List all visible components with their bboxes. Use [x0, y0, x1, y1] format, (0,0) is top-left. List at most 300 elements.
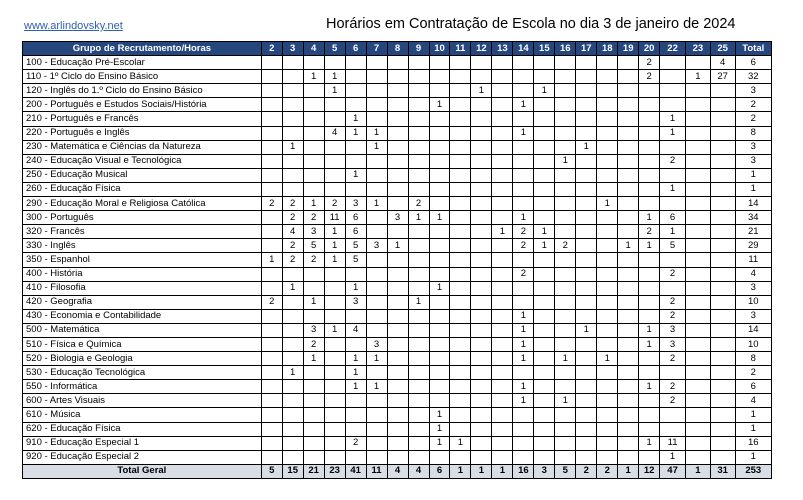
hours-count-cell — [639, 140, 660, 154]
hours-count-cell — [471, 182, 492, 196]
hours-count-cell — [710, 267, 735, 281]
hours-count-cell — [345, 422, 366, 436]
hours-count-cell — [387, 56, 408, 70]
hours-count-cell — [710, 436, 735, 450]
hours-count-cell — [345, 84, 366, 98]
hours-count-cell — [282, 182, 303, 196]
hours-count-cell — [303, 168, 324, 182]
hours-count-cell — [471, 309, 492, 323]
hours-count-cell — [534, 112, 555, 126]
column-total-cell: 16 — [513, 464, 534, 478]
hours-count-cell: 1 — [366, 197, 387, 211]
hours-count-cell — [492, 239, 513, 253]
row-total-cell: 3 — [735, 309, 771, 323]
hours-count-cell — [387, 253, 408, 267]
hours-count-cell — [618, 436, 639, 450]
hours-count-cell — [710, 168, 735, 182]
hours-count-cell — [576, 281, 597, 295]
total-column-header: Total — [735, 42, 771, 56]
hours-count-cell — [324, 112, 345, 126]
hours-column-header: 22 — [660, 42, 686, 56]
hours-count-cell — [408, 352, 429, 366]
hours-count-cell — [618, 281, 639, 295]
row-total-cell: 2 — [735, 112, 771, 126]
hours-column-header: 3 — [282, 42, 303, 56]
hours-count-cell — [261, 281, 282, 295]
hours-count-cell — [366, 70, 387, 84]
hours-count-cell — [492, 295, 513, 309]
hours-count-cell — [429, 225, 450, 239]
hours-count-cell — [492, 436, 513, 450]
hours-count-cell — [303, 154, 324, 168]
hours-count-cell — [534, 197, 555, 211]
group-name-cell: 120 - Inglês do 1.º Ciclo do Ensino Básico — [23, 84, 262, 98]
hours-column-header: 17 — [576, 42, 597, 56]
group-name-cell: 510 - Física e Química — [23, 337, 262, 351]
hours-count-cell: 1 — [660, 112, 686, 126]
hours-count-cell — [492, 366, 513, 380]
hours-count-cell — [261, 380, 282, 394]
hours-count-cell: 3 — [387, 211, 408, 225]
table-row — [23, 154, 772, 168]
hours-count-cell — [282, 380, 303, 394]
hours-count-cell — [555, 408, 576, 422]
hours-column-header: 25 — [710, 42, 735, 56]
hours-count-cell — [366, 56, 387, 70]
hours-count-cell — [513, 56, 534, 70]
hours-count-cell — [471, 253, 492, 267]
hours-column-header: 16 — [555, 42, 576, 56]
hours-count-cell — [710, 366, 735, 380]
hours-count-cell — [261, 309, 282, 323]
hours-count-cell: 2 — [282, 239, 303, 253]
hours-count-cell — [366, 98, 387, 112]
table-row — [23, 225, 772, 239]
hours-count-cell — [324, 422, 345, 436]
table-row — [23, 380, 772, 394]
hours-count-cell — [345, 182, 366, 196]
hours-count-cell: 1 — [345, 112, 366, 126]
hours-count-cell: 1 — [534, 84, 555, 98]
hours-count-cell — [710, 450, 735, 464]
hours-count-cell — [429, 394, 450, 408]
hours-count-cell — [450, 211, 471, 225]
hours-count-cell — [261, 154, 282, 168]
hours-count-cell — [710, 380, 735, 394]
hours-count-cell: 2 — [660, 295, 686, 309]
hours-count-cell — [685, 140, 710, 154]
hours-count-cell — [597, 337, 618, 351]
hours-count-cell: 3 — [660, 323, 686, 337]
hours-count-cell — [450, 126, 471, 140]
hours-count-cell — [597, 112, 618, 126]
row-total-cell: 3 — [735, 84, 771, 98]
hours-count-cell — [660, 197, 686, 211]
group-name-cell: 530 - Educação Tecnológica — [23, 366, 262, 380]
hours-count-cell — [660, 168, 686, 182]
hours-count-cell — [534, 168, 555, 182]
hours-column-header: 20 — [639, 42, 660, 56]
hours-count-cell — [387, 98, 408, 112]
row-total-cell: 4 — [735, 267, 771, 281]
group-name-cell: 110 - 1º Ciclo do Ensino Básico — [23, 70, 262, 84]
hours-count-cell: 2 — [408, 197, 429, 211]
group-name-cell: 200 - Português e Estudos Sociais/História — [23, 98, 262, 112]
page-title: Horários em Contratação de Escola no dia 3 de janeiro de 2024 — [326, 16, 736, 32]
hours-count-cell — [492, 352, 513, 366]
hours-count-cell — [576, 394, 597, 408]
row-total-cell: 11 — [735, 253, 771, 267]
hours-count-cell: 4 — [282, 225, 303, 239]
table-row — [23, 352, 772, 366]
hours-count-cell — [282, 112, 303, 126]
grand-total-cell: 253 — [735, 464, 771, 478]
hours-count-cell: 1 — [513, 394, 534, 408]
group-name-cell: 910 - Educação Especial 1 — [23, 436, 262, 450]
hours-count-cell — [408, 267, 429, 281]
hours-count-cell: 1 — [366, 352, 387, 366]
hours-count-cell: 1 — [303, 197, 324, 211]
hours-count-cell: 1 — [660, 450, 686, 464]
hours-count-cell — [471, 56, 492, 70]
hours-count-cell — [513, 422, 534, 436]
hours-count-cell — [261, 225, 282, 239]
hours-count-cell — [597, 182, 618, 196]
hours-count-cell — [450, 70, 471, 84]
hours-count-cell — [639, 84, 660, 98]
hours-count-cell — [618, 70, 639, 84]
hours-count-cell — [387, 154, 408, 168]
hours-count-cell — [261, 112, 282, 126]
group-name-cell: 250 - Educação Musical — [23, 168, 262, 182]
group-name-cell: 410 - Filosofia — [23, 281, 262, 295]
table-row — [23, 436, 772, 450]
hours-count-cell — [303, 84, 324, 98]
group-name-cell: 500 - Matemática — [23, 323, 262, 337]
hours-count-cell — [324, 56, 345, 70]
hours-count-cell — [387, 140, 408, 154]
hours-count-cell: 6 — [345, 211, 366, 225]
total-row-label: Total Geral — [23, 464, 262, 478]
hours-count-cell — [387, 436, 408, 450]
hours-count-cell — [408, 408, 429, 422]
hours-count-cell: 11 — [660, 436, 686, 450]
hours-count-cell — [303, 422, 324, 436]
hours-count-cell — [429, 450, 450, 464]
hours-count-cell — [471, 422, 492, 436]
hours-count-cell — [282, 422, 303, 436]
hours-count-cell — [324, 380, 345, 394]
column-total-cell: 12 — [639, 464, 660, 478]
hours-count-cell — [555, 56, 576, 70]
hours-count-cell: 1 — [324, 70, 345, 84]
hours-count-cell — [324, 140, 345, 154]
hours-count-cell: 1 — [345, 352, 366, 366]
hours-count-cell — [534, 56, 555, 70]
hours-count-cell: 1 — [639, 239, 660, 253]
group-name-cell: 290 - Educação Moral e Religiosa Católica — [23, 197, 262, 211]
hours-count-cell — [534, 98, 555, 112]
hours-count-cell — [618, 253, 639, 267]
hours-count-cell — [576, 337, 597, 351]
hours-count-cell — [555, 337, 576, 351]
hours-column-header: 15 — [534, 42, 555, 56]
table-row — [23, 112, 772, 126]
hours-count-cell — [408, 239, 429, 253]
hours-count-cell — [429, 239, 450, 253]
hours-count-cell — [324, 352, 345, 366]
hours-count-cell: 2 — [303, 337, 324, 351]
hours-count-cell — [429, 253, 450, 267]
hours-count-cell: 1 — [303, 295, 324, 309]
hours-count-cell: 1 — [534, 239, 555, 253]
hours-count-cell — [471, 140, 492, 154]
hours-count-cell — [597, 225, 618, 239]
hours-count-cell — [534, 154, 555, 168]
row-total-cell: 14 — [735, 197, 771, 211]
group-name-cell: 520 - Biologia e Geologia — [23, 352, 262, 366]
hours-count-cell — [450, 168, 471, 182]
hours-count-cell: 1 — [366, 126, 387, 140]
hours-count-cell: 1 — [555, 352, 576, 366]
hours-count-cell — [618, 309, 639, 323]
hours-count-cell — [555, 309, 576, 323]
hours-count-cell — [387, 126, 408, 140]
hours-count-cell — [429, 267, 450, 281]
table-row — [23, 253, 772, 267]
hours-count-cell: 1 — [303, 70, 324, 84]
hours-count-cell — [597, 168, 618, 182]
hours-count-cell: 1 — [429, 98, 450, 112]
table-row — [23, 394, 772, 408]
hours-count-cell: 1 — [324, 84, 345, 98]
hours-count-cell — [685, 450, 710, 464]
hours-count-cell: 1 — [534, 225, 555, 239]
group-name-cell: 330 - Inglês — [23, 239, 262, 253]
hours-count-cell — [639, 267, 660, 281]
hours-count-cell — [660, 56, 686, 70]
hours-column-header: 9 — [408, 42, 429, 56]
hours-count-cell — [303, 380, 324, 394]
hours-count-cell — [450, 422, 471, 436]
hours-count-cell — [555, 366, 576, 380]
hours-count-cell — [639, 422, 660, 436]
hours-count-cell — [618, 337, 639, 351]
hours-count-cell — [534, 309, 555, 323]
hours-count-cell: 3 — [345, 197, 366, 211]
hours-count-cell — [639, 197, 660, 211]
hours-count-cell: 2 — [660, 309, 686, 323]
hours-count-cell — [639, 253, 660, 267]
hours-count-cell: 3 — [303, 323, 324, 337]
hours-count-cell — [534, 366, 555, 380]
hours-count-cell: 1 — [639, 436, 660, 450]
hours-count-cell — [408, 225, 429, 239]
hours-count-cell — [387, 225, 408, 239]
hours-column-header: 12 — [471, 42, 492, 56]
hours-count-cell: 2 — [639, 56, 660, 70]
hours-count-cell — [324, 281, 345, 295]
hours-column-header: 13 — [492, 42, 513, 56]
hours-count-cell — [555, 182, 576, 196]
hours-count-cell — [471, 98, 492, 112]
table-header-row — [23, 42, 772, 56]
hours-count-cell — [555, 450, 576, 464]
hours-count-cell: 1 — [345, 366, 366, 380]
hours-count-cell — [303, 436, 324, 450]
hours-count-cell — [303, 98, 324, 112]
hours-count-cell — [366, 408, 387, 422]
hours-count-cell — [282, 309, 303, 323]
hours-count-cell — [387, 380, 408, 394]
hours-count-cell — [710, 394, 735, 408]
hours-count-cell — [261, 98, 282, 112]
table-row — [23, 239, 772, 253]
hours-count-cell — [710, 295, 735, 309]
column-total-cell: 11 — [366, 464, 387, 478]
group-name-cell: 430 - Economia e Contabilidade — [23, 309, 262, 323]
hours-count-cell — [639, 450, 660, 464]
hours-count-cell — [513, 253, 534, 267]
column-total-cell: 31 — [710, 464, 735, 478]
hours-count-cell — [366, 267, 387, 281]
hours-count-cell — [660, 422, 686, 436]
group-name-cell: 220 - Português e Inglês — [23, 126, 262, 140]
hours-count-cell — [408, 70, 429, 84]
hours-count-cell — [639, 98, 660, 112]
hours-count-cell — [345, 56, 366, 70]
row-total-cell: 14 — [735, 323, 771, 337]
hours-count-cell — [303, 140, 324, 154]
hours-count-cell — [492, 140, 513, 154]
hours-count-cell — [513, 140, 534, 154]
hours-count-cell — [429, 112, 450, 126]
table-row — [23, 56, 772, 70]
column-total-cell: 23 — [324, 464, 345, 478]
hours-count-cell — [492, 267, 513, 281]
hours-count-cell: 2 — [282, 253, 303, 267]
hours-count-cell — [282, 267, 303, 281]
hours-count-cell — [576, 84, 597, 98]
hours-count-cell — [282, 323, 303, 337]
hours-count-cell — [261, 56, 282, 70]
row-total-cell: 10 — [735, 337, 771, 351]
hours-count-cell — [597, 140, 618, 154]
table-row — [23, 70, 772, 84]
hours-count-cell — [597, 436, 618, 450]
hours-count-cell — [576, 253, 597, 267]
hours-count-cell — [597, 422, 618, 436]
hours-count-cell: 1 — [685, 70, 710, 84]
hours-count-cell: 2 — [303, 211, 324, 225]
hours-count-cell — [429, 309, 450, 323]
hours-count-cell — [513, 70, 534, 84]
hours-column-header: 4 — [303, 42, 324, 56]
hours-count-cell: 1 — [345, 380, 366, 394]
hours-count-cell — [492, 182, 513, 196]
hours-count-cell — [513, 281, 534, 295]
hours-count-cell: 11 — [324, 211, 345, 225]
site-link[interactable]: www.arlindovsky.net — [24, 20, 123, 32]
column-total-cell: 4 — [408, 464, 429, 478]
hours-count-cell — [429, 323, 450, 337]
hours-count-cell — [685, 239, 710, 253]
hours-count-cell: 1 — [408, 295, 429, 309]
group-name-cell: 350 - Espanhol — [23, 253, 262, 267]
hours-count-cell — [471, 267, 492, 281]
hours-count-cell — [429, 182, 450, 196]
hours-count-cell — [387, 422, 408, 436]
hours-count-cell — [450, 56, 471, 70]
hours-count-cell — [450, 239, 471, 253]
hours-count-cell: 1 — [513, 323, 534, 337]
group-name-cell: 600 - Artes Visuais — [23, 394, 262, 408]
column-total-cell: 1 — [618, 464, 639, 478]
hours-count-cell — [597, 84, 618, 98]
hours-count-cell — [387, 182, 408, 196]
hours-count-cell — [303, 267, 324, 281]
hours-count-cell — [471, 168, 492, 182]
hours-count-cell — [597, 211, 618, 225]
hours-count-cell — [618, 168, 639, 182]
hours-count-cell — [685, 352, 710, 366]
hours-count-cell — [492, 84, 513, 98]
hours-count-cell — [639, 154, 660, 168]
hours-count-cell — [408, 168, 429, 182]
hours-count-cell — [492, 98, 513, 112]
hours-count-cell — [429, 140, 450, 154]
hours-count-cell: 2 — [639, 225, 660, 239]
hours-count-cell — [534, 337, 555, 351]
hours-count-cell — [513, 154, 534, 168]
hours-count-cell — [429, 352, 450, 366]
hours-count-cell — [597, 154, 618, 168]
hours-count-cell — [685, 197, 710, 211]
hours-count-cell — [597, 295, 618, 309]
hours-count-cell: 1 — [345, 281, 366, 295]
hours-count-cell — [492, 408, 513, 422]
table-row — [23, 295, 772, 309]
hours-count-cell: 2 — [261, 295, 282, 309]
hours-count-cell — [710, 323, 735, 337]
group-name-cell: 240 - Educação Visual e Tecnológica — [23, 154, 262, 168]
hours-count-cell — [685, 408, 710, 422]
group-name-cell: 620 - Educação Física — [23, 422, 262, 436]
hours-count-cell — [513, 182, 534, 196]
hours-count-cell: 2 — [324, 197, 345, 211]
hours-count-cell: 1 — [660, 225, 686, 239]
hours-count-cell — [429, 56, 450, 70]
hours-count-cell — [387, 309, 408, 323]
hours-count-cell — [387, 281, 408, 295]
hours-count-cell — [639, 126, 660, 140]
hours-count-cell — [261, 126, 282, 140]
hours-count-cell — [710, 422, 735, 436]
hours-count-cell: 2 — [660, 380, 686, 394]
hours-count-cell — [387, 267, 408, 281]
hours-count-cell — [555, 281, 576, 295]
hours-count-cell — [429, 295, 450, 309]
hours-count-cell — [685, 281, 710, 295]
hours-count-cell — [261, 182, 282, 196]
hours-count-cell — [576, 436, 597, 450]
hours-count-cell — [471, 450, 492, 464]
hours-count-cell — [471, 281, 492, 295]
hours-count-cell — [660, 366, 686, 380]
hours-count-cell — [555, 267, 576, 281]
hours-count-cell — [471, 154, 492, 168]
column-total-cell: 5 — [555, 464, 576, 478]
